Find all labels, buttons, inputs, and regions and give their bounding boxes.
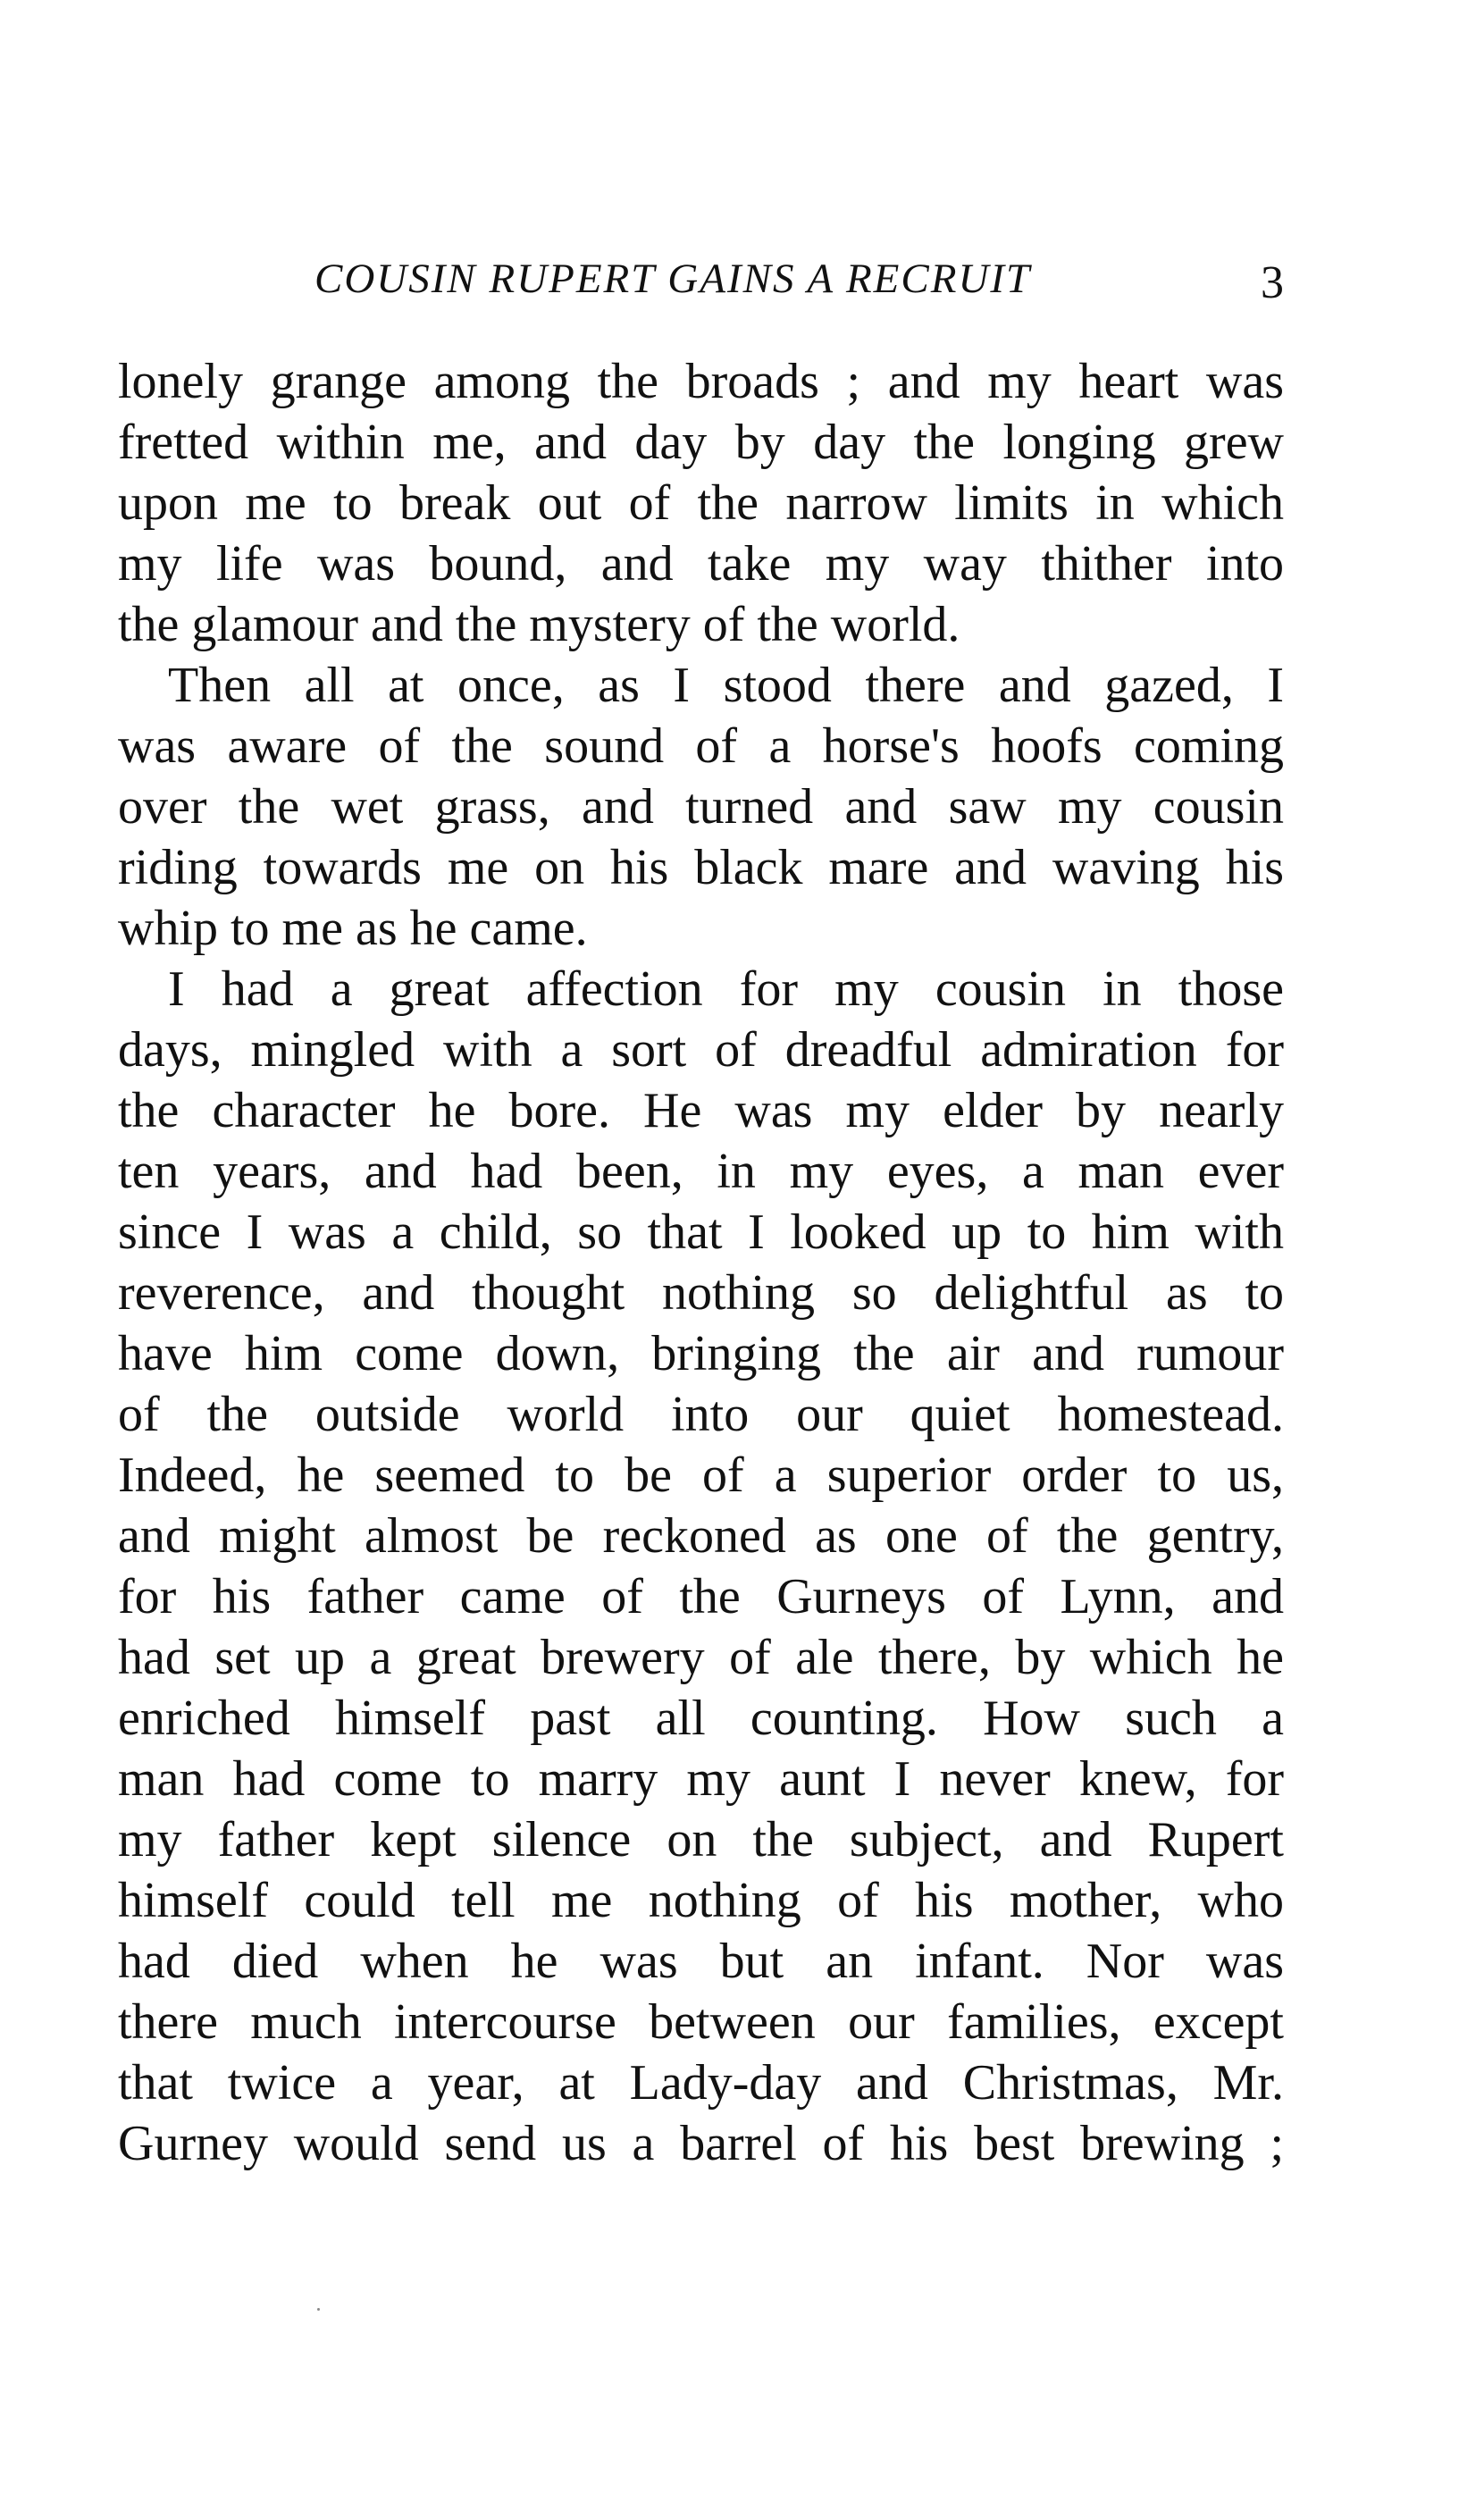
text-line: man had come to marry my aunt I never knew, for [118,1751,1284,1807]
running-title: COUSIN RUPERT GAINS A RECRUIT [314,256,1032,302]
text-line: Then all at once, as I stood there and gazed, I [168,658,1284,713]
text-line: fretted within me, and day by day the longing grew [118,415,1284,470]
body-text [118,351,1284,2174]
text-line: Gurney would send us a barrel of his best brewing ; [118,2116,1284,2171]
text-line: over the wet grass, and turned and saw my cousin [118,779,1284,835]
text-line: whip to me as he came. [118,901,588,956]
text-line: there much intercourse between our families, except [118,1994,1284,2050]
text-line: reverence, and thought nothing so delightful as to [118,1265,1284,1321]
text-line: was aware of the sound of a horse's hoofs coming [118,718,1284,774]
text-line: Indeed, he seemed to be of a superior order to us, [118,1448,1284,1503]
text-line: ten years, and had been, in my eyes, a man ever [118,1144,1284,1199]
text-line: I had a great affection for my cousin in those [168,961,1284,1017]
text-line: the glamour and the mystery of the world. [118,597,960,652]
text-line: my father kept silence on the subject, and Rupert [118,1812,1284,1867]
text-line: for his father came of the Gurneys of Lynn, and [118,1569,1284,1624]
text-line: that twice a year, at Lady-day and Christmas, Mr. [118,2055,1284,2111]
text-line: and might almost be reckoned as one of the gentry, [118,1508,1284,1564]
text-line: days, mingled with a sort of dreadful admiration for [118,1022,1284,1078]
text-line: have him come down, bringing the air and rumour [118,1326,1284,1381]
text-line: my life was bound, and take my way thither into [118,536,1284,592]
text-line: lonely grange among the broads ; and my heart was [118,354,1284,409]
text-line: riding towards me on his black mare and waving his [118,840,1284,895]
page-number: 3 [1261,257,1284,308]
running-head [118,255,1284,317]
text-line: upon me to break out of the narrow limits in which [118,475,1284,531]
text-line: enriched himself past all counting. How such a [118,1691,1284,1746]
text-line: himself could tell me nothing of his mother, who [118,1873,1284,1928]
text-line: had died when he was but an infant. Nor was [118,1934,1284,1989]
text-line: of the outside world into our quiet homestead. [118,1387,1284,1442]
paper-speck [317,2308,320,2311]
text-line: since I was a child, so that I looked up to him with [118,1204,1284,1260]
text-line: had set up a great brewery of ale there, by which he [118,1630,1284,1685]
text-line: the character he bore. He was my elder by nearly [118,1083,1284,1138]
